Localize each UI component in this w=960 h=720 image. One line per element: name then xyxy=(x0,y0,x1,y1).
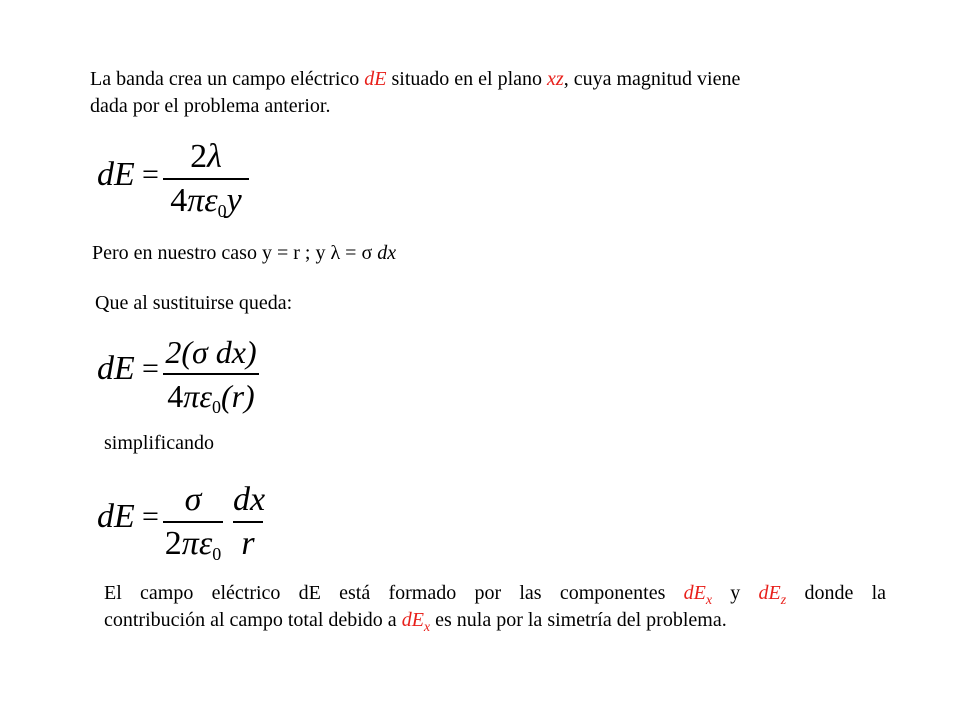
fraction-bar xyxy=(163,521,223,523)
equals-sign: = xyxy=(142,352,159,385)
sigma-symbol: σ xyxy=(361,242,373,264)
intro-line-2: dada por el problema anterior. xyxy=(90,95,331,117)
numerator: σ xyxy=(184,481,202,518)
variable-dEz: $dE_z$ xyxy=(758,582,787,608)
variable-dEx: $dE_x$ xyxy=(683,582,713,608)
components-line-2: contribución al campo total debido a $dE_x$ es nula por la simetría del problema. xyxy=(104,609,727,635)
equation-lhs: dE xyxy=(97,498,135,535)
numerator: 2(σ dx) xyxy=(165,334,257,370)
denominator: 4πε0(r) xyxy=(167,378,255,417)
equals-sign: = xyxy=(142,158,159,191)
fraction xyxy=(163,138,249,230)
variable-dE: dE xyxy=(364,68,387,90)
numerator: dx xyxy=(233,481,266,518)
fraction-bar xyxy=(233,521,263,523)
intro-paragraph xyxy=(90,66,890,120)
denominator: 4πε0y xyxy=(170,182,242,221)
equals-sign: = xyxy=(142,500,159,533)
denominator: r xyxy=(241,525,255,562)
components-line-1: El campo eléctrico dE está formado por las componentes $dE_x$ y $dE_z$ donde la xyxy=(104,582,887,608)
simplifying-paragraph: simplificando xyxy=(104,432,214,454)
equation-lhs: dE xyxy=(97,350,135,387)
lambda-symbol: λ xyxy=(330,242,341,264)
components-paragraph xyxy=(104,580,886,634)
fraction-bar xyxy=(163,373,259,375)
substitute-paragraph: Que al sustituirse queda: xyxy=(95,292,293,314)
denominator: 2πε0 xyxy=(164,525,222,564)
fraction-dx-r xyxy=(233,481,266,563)
substitution-paragraph: Pero en nuestro caso y = r ; y λ = σ dx xyxy=(92,242,397,264)
variable-xz: xz xyxy=(547,68,564,90)
equation-field-line xyxy=(97,138,297,221)
fraction xyxy=(163,333,259,426)
variable-dEx: $dE_x$ xyxy=(401,609,431,635)
fraction-sigma xyxy=(163,481,223,573)
equation-simplified xyxy=(97,481,297,564)
equation-substituted xyxy=(97,333,337,417)
fraction-bar xyxy=(163,178,249,180)
numerator: 2λ xyxy=(190,138,222,175)
intro-line-1: La banda crea un campo eléctrico dE situado en el plano xz, cuya magnitud viene xyxy=(90,68,741,90)
equation-lhs: dE xyxy=(97,156,135,193)
